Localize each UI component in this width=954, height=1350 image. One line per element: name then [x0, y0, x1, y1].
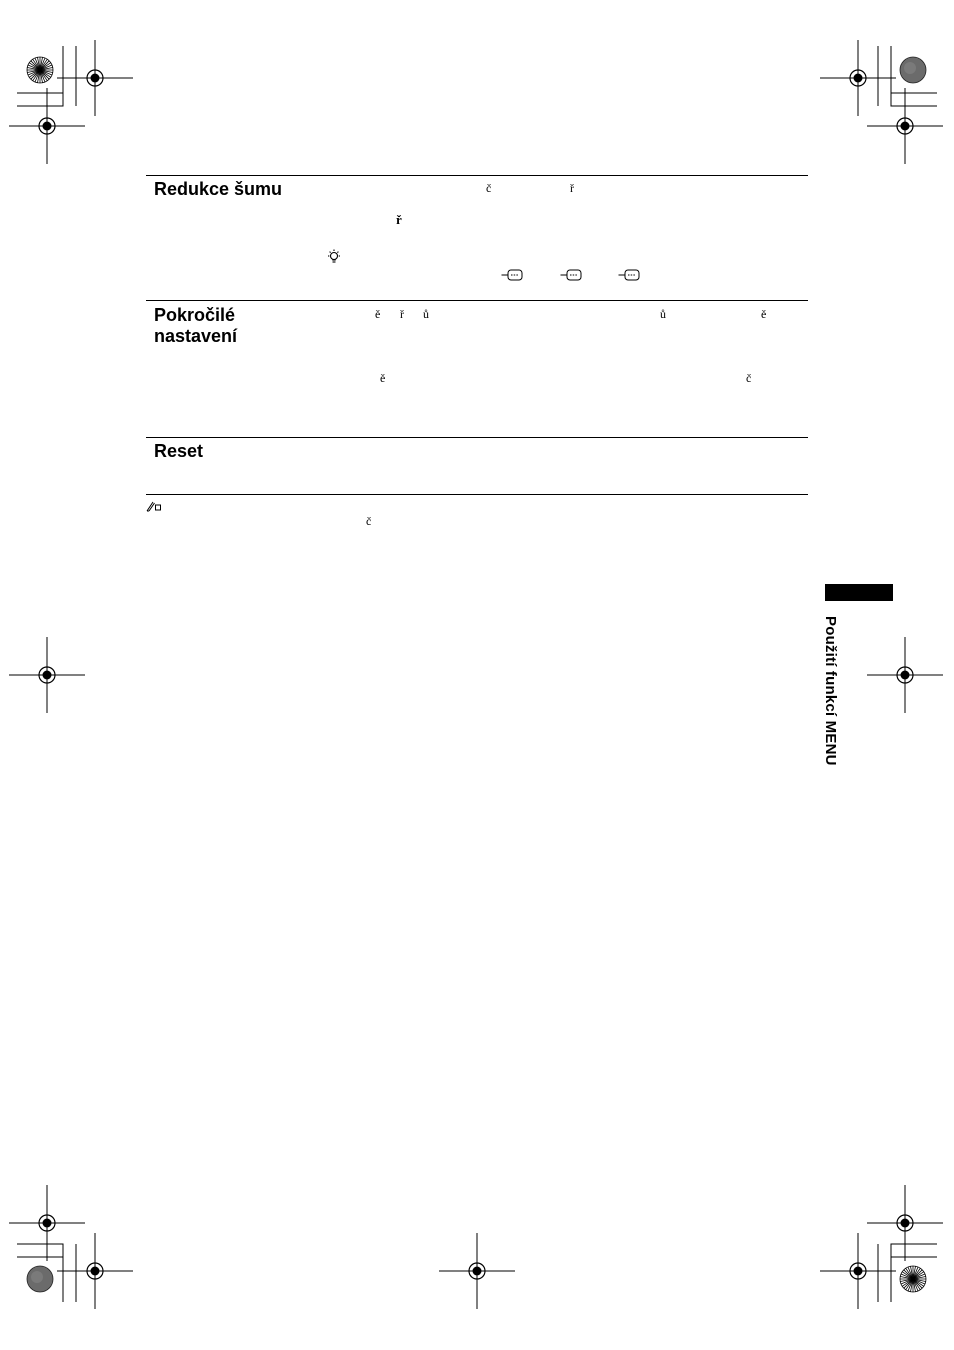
section-divider — [146, 437, 808, 438]
glyph: č — [486, 181, 492, 195]
glyph: č — [366, 514, 372, 528]
section-title-line: Pokročilé — [154, 305, 236, 325]
input-connector-icon — [618, 268, 642, 282]
section-divider — [146, 175, 808, 176]
glyph: ř — [396, 212, 402, 227]
glyph: ů — [423, 307, 429, 321]
section-title-noise-reduction: Redukce šumu — [154, 179, 283, 199]
glyph: ě — [761, 307, 767, 321]
input-connector-icon — [501, 268, 525, 282]
section-divider — [146, 494, 808, 495]
glyph: ů — [660, 307, 666, 321]
section-title-advanced-settings — [154, 305, 237, 347]
glyph: ě — [380, 371, 386, 385]
glyph: ě — [375, 307, 381, 321]
glyph: č — [746, 371, 752, 385]
section-title-reset: Reset — [154, 441, 204, 461]
lightbulb-tip-icon — [326, 249, 342, 265]
side-tab-label: Použití funkcí MENU — [822, 616, 839, 766]
input-connector-icon — [560, 268, 584, 282]
pencil-note-icon — [146, 500, 162, 512]
glyph: ř — [570, 181, 574, 195]
side-tab-marker — [825, 584, 893, 601]
section-divider — [146, 300, 808, 301]
section-title-line: nastavení — [154, 326, 238, 346]
glyph: ř — [400, 307, 404, 321]
